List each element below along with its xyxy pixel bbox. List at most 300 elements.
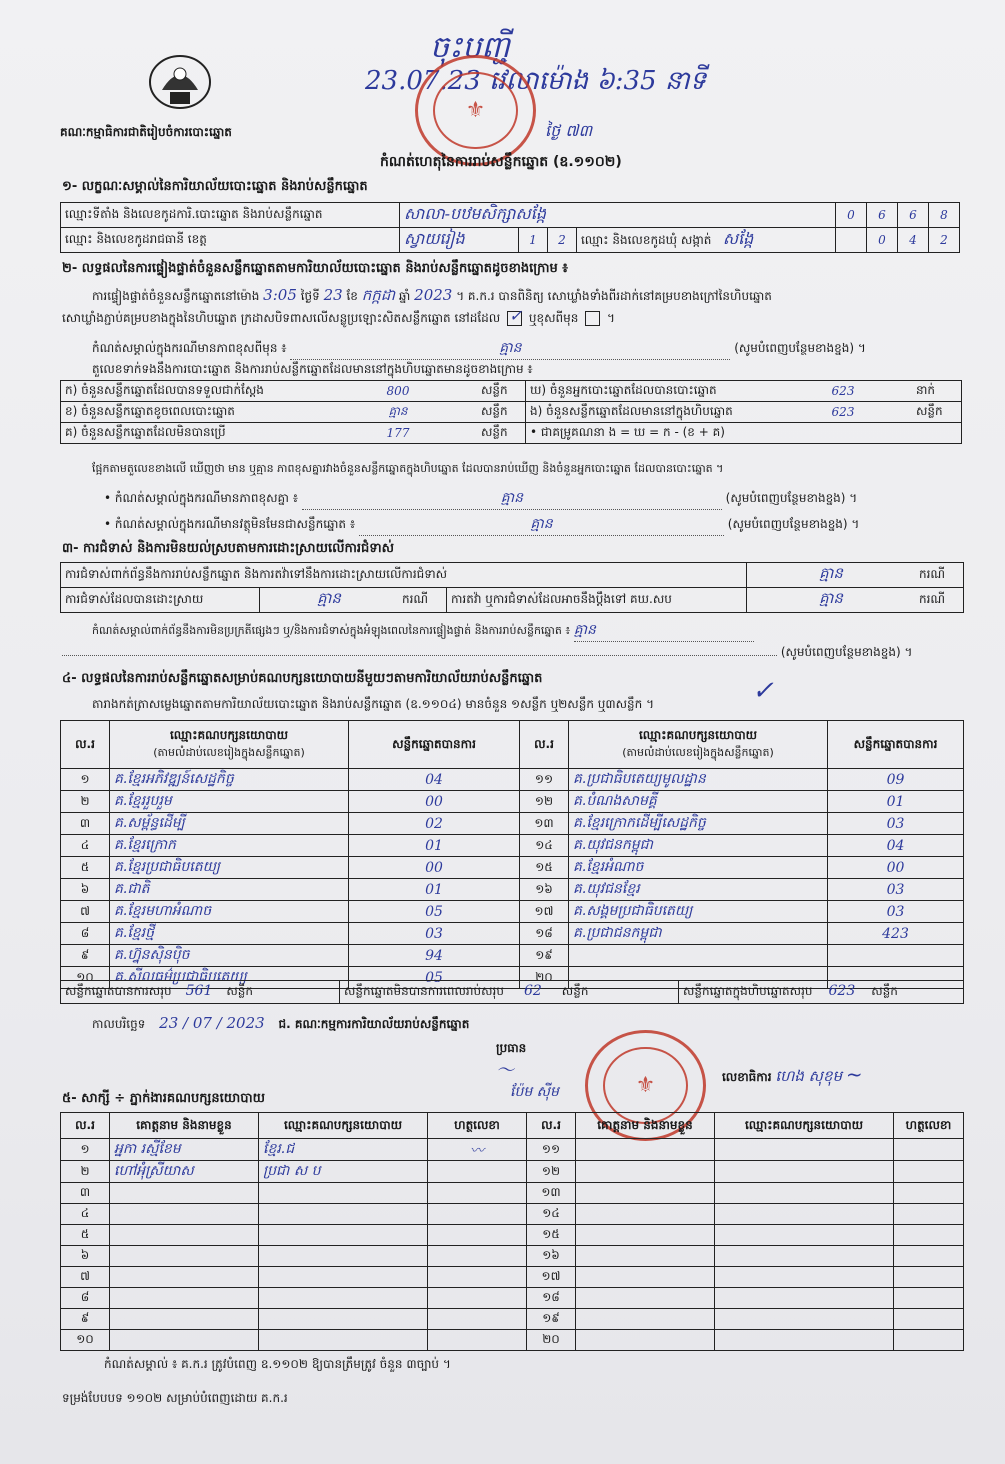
commune-label: ឈ្មោះ និងលេខកូដឃុំ សង្កាត់	[581, 233, 712, 247]
witness-name[interactable]	[576, 1225, 715, 1246]
witness-row	[61, 1225, 964, 1246]
party-name: គ.ខ្មែរអភិវឌ្ឍន៍សេដ្ឋកិច្ច	[110, 769, 349, 791]
section4-title: ៤- លទ្ធផលនៃការរាប់សន្លឹកឆ្នោតសម្រាប់គណបក្សនយោបាយនីមួយៗតាមការិយាល័យរាប់សន្លឹកឆ្នោត	[62, 671, 543, 686]
party-number: ១៦	[520, 879, 569, 901]
party-number: ១១	[520, 769, 569, 791]
witness-name: អ្នកា រស្មីខែម	[110, 1139, 259, 1161]
bullet2-field[interactable]	[359, 514, 724, 536]
witness-name	[110, 1225, 259, 1246]
witness-party	[259, 1246, 428, 1267]
total-valid-label: សន្លឹកឆ្នោតបានការសរុប	[65, 984, 172, 998]
witness-party	[259, 1288, 428, 1309]
witness-number: ២០	[527, 1330, 576, 1351]
witness-party	[259, 1309, 428, 1330]
votes-totals	[60, 980, 964, 1004]
figure-unit: សន្លឹក	[477, 423, 526, 444]
witness-signature[interactable]	[894, 1183, 964, 1204]
party-number: ៣	[61, 813, 110, 835]
party-votes: 05	[349, 901, 520, 923]
witness-party[interactable]	[715, 1161, 894, 1183]
witness-number: ១៧	[527, 1267, 576, 1288]
witness-party[interactable]	[715, 1204, 894, 1225]
votes-row	[61, 857, 964, 879]
votes-col-no: ល.រ	[520, 721, 569, 769]
witness-number: ៧	[61, 1267, 110, 1288]
votes-col-no: ល.រ	[61, 721, 110, 769]
witness-party	[259, 1183, 428, 1204]
objection-row2-label2: ការតវ៉ា ឬការជំទាស់ដែលអាចនឹងប្តឹងទៅ គឃ.សប	[447, 588, 747, 613]
votes-row	[61, 769, 964, 791]
party-number: ៦	[61, 879, 110, 901]
witness-row	[61, 1288, 964, 1309]
witness-row	[61, 1183, 964, 1204]
bullet1-label: • កំណត់សម្គាល់ក្នុងករណីមានភាពខុសគ្នា ៖	[104, 491, 299, 505]
objection-row1-value: គ្មាន	[747, 563, 916, 588]
party-number: ៧	[61, 901, 110, 923]
figure-unit: នាក់	[912, 381, 962, 402]
party-name: គ.ខ្មែរប្រជាធិបតេយ្យ	[110, 857, 349, 879]
total-invalid-unit: សន្លឹក	[561, 984, 589, 998]
total-invalid-label: សន្លឹកឆ្នោតមិនបានការពេលរាប់សរុប	[344, 984, 504, 998]
witness-party	[259, 1330, 428, 1351]
witness-signature[interactable]	[894, 1139, 964, 1161]
party-votes: 02	[349, 813, 520, 835]
bullet1-field[interactable]	[302, 488, 722, 510]
witness-name[interactable]	[576, 1309, 715, 1330]
witness-party[interactable]	[715, 1330, 894, 1351]
same-checkbox[interactable]: ✓	[509, 306, 523, 325]
witness-row	[61, 1161, 964, 1183]
commune-code-digit: 2	[929, 228, 960, 253]
handwritten-registration: ចុះបញ្ជី	[430, 30, 510, 65]
objection-row2-unit2: ករណី	[915, 588, 964, 613]
witness-number: ៩	[61, 1309, 110, 1330]
witness-signature[interactable]: 〰	[428, 1139, 527, 1161]
objection-row1-unit: ករណី	[915, 563, 964, 588]
section2-title: ២- លទ្ធផលនៃការផ្ទៀងផ្ទាត់ចំនួនសន្លឹកឆ្នោតតាមការិយាល័យបោះឆ្នោត និងរាប់សន្លឹកឆ្នោតដូចខាងក្រោម ៖	[62, 261, 568, 276]
witness-col-party: ឈ្មោះគណបក្សនយោបាយ	[259, 1113, 428, 1139]
witness-signature[interactable]	[428, 1267, 527, 1288]
witness-number: ១៩	[527, 1309, 576, 1330]
committee-name: គណៈកម្មាធិការជាតិរៀបចំការបោះឆ្នោត	[60, 125, 232, 139]
total-valid-cell	[61, 981, 340, 1004]
section4-intro: តារាងកត់ត្រាសម្លេងឆ្នោតតាមការិយាល័យបោះឆ្នោត និងរាប់សន្លឹកឆ្នោត (ឧ.១១០៤) មានចំនួន ១សន្លឹក ឬ២សន្លឹក ឬ៣សន្លឹក ។	[92, 697, 655, 711]
figures-row	[61, 423, 962, 444]
witness-number: ២	[61, 1161, 110, 1183]
witness-party	[259, 1204, 428, 1225]
handwritten-note: ថ្ងៃ ៧៣	[545, 121, 593, 140]
bullet1-value: គ្មាន	[500, 490, 523, 506]
verification-time-label: ការផ្ទៀងផ្ទាត់ចំនួនសន្លឹកឆ្នោតនៅម៉ោង	[92, 289, 260, 303]
figure-label: ខ) ចំនួនសន្លឹកឆ្នោតខូចពេលបោះឆ្នោត	[61, 402, 320, 423]
official-seal-icon: ⚜	[415, 55, 536, 166]
section3-title: ៣- ការជំទាស់ និងការមិនយល់ស្របតាមការដោះស្រាយលើការជំទាស់	[62, 541, 394, 556]
verification-time: 3:05	[263, 286, 297, 304]
witness-signature[interactable]	[894, 1330, 964, 1351]
witness-party[interactable]	[715, 1139, 894, 1161]
witness-row	[61, 1246, 964, 1267]
party-votes: 03	[349, 923, 520, 945]
party-name: គ.ខ្មែរអំណាច	[569, 857, 828, 879]
nec-emblem-icon	[140, 50, 220, 120]
objection-row2-value: គ្មាន	[260, 588, 399, 613]
witness-party[interactable]	[715, 1246, 894, 1267]
witness-number: ១១	[527, 1139, 576, 1161]
location-code-digit: 8	[929, 203, 960, 228]
figure-value: 177	[319, 423, 477, 444]
party-votes: 423	[828, 923, 964, 945]
objection-row2-label: ការជំទាស់ដែលបានដោះស្រាយ	[61, 588, 260, 613]
secretary-name: ហេង សុខុម	[775, 1067, 843, 1085]
party-votes: 03	[828, 879, 964, 901]
witness-name	[110, 1330, 259, 1351]
party-name: គ.យុវជនខ្មែរ	[569, 879, 828, 901]
witness-table	[60, 1112, 964, 1351]
figure-value: 623	[774, 402, 912, 423]
witness-name: ហៅអុំស្រីយាស	[110, 1161, 259, 1183]
section1-title: ១- លក្ខណៈសម្គាល់នៃការិយាល័យបោះឆ្នោត និងរាប់សន្លឹកឆ្នោត	[62, 179, 368, 194]
party-name: គ.សង្គមប្រជាធិបតេយ្យ	[569, 901, 828, 923]
witness-name[interactable]	[576, 1330, 715, 1351]
verification-year-label: ឆ្នាំ	[398, 289, 411, 303]
party-name: គ.ខ្មែររួបរួម	[110, 791, 349, 813]
figure-unit: សន្លឹក	[477, 402, 526, 423]
party-name: គ.ប្រជាធិបតេយ្យមូលដ្ឋាន	[569, 769, 828, 791]
objection-row2-value2: គ្មាន	[747, 588, 916, 613]
bullet2-suffix: (សូមបំពេញបន្ថែមខាងខ្នង) ។	[727, 517, 860, 531]
figure-unit: សន្លឹក	[477, 381, 526, 402]
party-votes: 03	[828, 813, 964, 835]
bullet2-line	[104, 514, 859, 536]
party-votes: 01	[828, 791, 964, 813]
form-title: កំណត់ហេតុនៃការរាប់សន្លឹកឆ្នោត (ឧ.១១០២)	[380, 154, 622, 170]
date-line	[92, 1014, 469, 1034]
witness-number: ៤	[61, 1204, 110, 1225]
section1-table	[60, 202, 960, 253]
bullet2-label: • កំណត់សម្គាល់ក្នុងករណីមានវត្ថុមិនមែនជាសន្លឹកឆ្នោត ៖	[104, 517, 356, 531]
bullet1-suffix: (សូមបំពេញបន្ថែមខាងខ្នង) ។	[725, 491, 858, 505]
location-label: ឈ្មោះទីតាំង និងលេខកូដការិ.បោះឆ្នោត និងរាប់សន្លឹកឆ្នោត	[61, 203, 400, 228]
irregularity-note-label: កំណត់សម្គាល់ពាក់ព័ន្ធនឹងការមិនប្រក្រតីផ្សេងៗ ឬ/និងការជំទាស់ក្នុងអំឡុងពេលនៃការផ្ទៀងផ្ទាត់ និងការរាប់សន្លឹកឆ្នោត ៖	[92, 624, 571, 637]
party-votes: 09	[828, 769, 964, 791]
votes-col-party-sub: (តាមលំដាប់លេខរៀងក្នុងសន្លឹកឆ្នោត)	[153, 746, 305, 759]
party-number: ១៨	[520, 923, 569, 945]
irregularity-note-field[interactable]	[574, 620, 754, 642]
handwritten-date-time: 23.07.23 វេលាម៉ោង ៦:35 នាទី	[365, 66, 707, 96]
witness-signature[interactable]	[428, 1204, 527, 1225]
party-name: គ.សីលធម៌ប្រជាធិបតេយ្យ	[110, 967, 349, 989]
votes-row	[61, 835, 964, 857]
objections-table	[60, 562, 964, 613]
discrepancy-text: ផ្អែកតាមតួលេខខាងលើ ឃើញថា មាន ឬគ្មាន ភាពខុសគ្នារវាងចំនួនសន្លឹកឆ្នោតក្នុងហិបឆ្នោត ដែលបានរាប់ឃើញ និងចំនួនអ្នកបោះឆ្នោត ដែលបានបោះឆ្នោត ។	[92, 462, 724, 475]
witness-row	[61, 1204, 964, 1225]
party-name: គ.ខ្មែរថ្មី	[110, 923, 349, 945]
province-label: ឈ្មោះ និងលេខកូដរាជធានី ខេត្ត	[61, 228, 400, 253]
date-label: កាលបរិច្ឆេទ	[92, 1017, 146, 1031]
witness-signature[interactable]	[894, 1204, 964, 1225]
discrepancy-line	[92, 462, 723, 478]
verification-line	[92, 286, 772, 308]
chair-name: ប៉ែម ស៊ីម	[510, 1084, 559, 1100]
witness-signature[interactable]	[428, 1225, 527, 1246]
party-name: គ.បំណងសាមគ្គី	[569, 791, 828, 813]
party-name: គ.ហ្វ៊ុនស៊ិនប៉ិច	[110, 945, 349, 967]
figure-unit: សន្លឹក	[912, 402, 962, 423]
bullet1-line	[104, 488, 857, 510]
irregularity-note-suffix: (សូមបំពេញបន្ថែមខាងខ្នង) ។	[780, 645, 913, 659]
figures-intro: តួលេខទាក់ទងនឹងការបោះឆ្នោត និងការរាប់សន្លឹកឆ្នោតដែលមាននៅក្នុងហិបឆ្នោតមានដូចខាងក្រោម ៖	[92, 362, 533, 376]
party-votes: 05	[349, 967, 520, 989]
witness-party[interactable]	[715, 1267, 894, 1288]
votes-row	[61, 791, 964, 813]
figure-label: គ) ចំនួនសន្លឹកឆ្នោតដែលមិនបានប្រើ	[61, 423, 320, 444]
party-votes: 01	[349, 879, 520, 901]
party-number: ៨	[61, 923, 110, 945]
secretary-signature: ~	[845, 1062, 863, 1086]
verification-month: កក្កដា	[361, 286, 396, 304]
party-votes: 03	[828, 901, 964, 923]
irregularity-note-field2[interactable]	[62, 655, 777, 656]
counting-committee: ជ. គណៈកម្មការការិយាល័យរាប់សន្លឹកឆ្នោត	[278, 1017, 470, 1031]
province-code-digit: 1	[519, 228, 548, 253]
irregularity-note-value: គ្មាន	[573, 622, 596, 638]
witness-name	[110, 1309, 259, 1330]
difference-note-field[interactable]	[290, 338, 730, 360]
figure-value: 623	[774, 381, 912, 402]
witness-party	[259, 1267, 428, 1288]
party-number: ១	[61, 769, 110, 791]
witness-name[interactable]	[576, 1204, 715, 1225]
votes-table	[60, 720, 964, 989]
party-number: ១២	[520, 791, 569, 813]
total-box-unit: សន្លឹក	[871, 984, 898, 998]
witness-name	[110, 1204, 259, 1225]
total-valid-value: 561	[185, 983, 213, 999]
party-votes: 00	[828, 857, 964, 879]
votes-row	[61, 879, 964, 901]
witness-name[interactable]	[576, 1161, 715, 1183]
party-number: ២០	[520, 967, 569, 989]
party-name: គ.សម្ព័ន្ធដើម្បី	[110, 813, 349, 835]
party-number: ៥	[61, 857, 110, 879]
witness-col-sign: ហត្ថលេខា	[894, 1113, 964, 1139]
votes-col-party	[110, 721, 349, 769]
party-number: ១៤	[520, 835, 569, 857]
party-name: គ.ជាតិ	[110, 879, 349, 901]
location-value: សាលា-បឋមសិក្សាសង្កែ	[400, 203, 836, 228]
witness-party[interactable]	[715, 1183, 894, 1204]
votes-col-party	[569, 721, 828, 769]
commune-label-and-value	[577, 228, 836, 253]
form-footer: ទម្រង់បែបបទ ១១០២ សម្រាប់បំពេញដោយ គ.ក.រ	[62, 1391, 288, 1405]
witness-signature[interactable]	[428, 1309, 527, 1330]
difference-note-suffix: (សូមបំពេញបន្ថែមខាងខ្នង) ។	[734, 341, 866, 355]
section5-title: ៥- សាក្សី ÷ ភ្នាក់ងារគណបក្សនយោបាយ	[62, 1091, 265, 1106]
footnote: កំណត់សម្គាល់ ៖ គ.ក.រ ត្រូវបំពេញ ឧ.១១០២ ឱ្យបានត្រឹមត្រូវ ចំនួន ៣ច្បាប់ ។	[104, 1357, 451, 1371]
difference-note-value: គ្មាន	[499, 340, 522, 356]
witness-name	[110, 1288, 259, 1309]
party-votes: 04	[349, 769, 520, 791]
difference-note-label: កំណត់សម្គាល់ក្នុងករណីមានភាពខុសពីមុន ៖	[92, 341, 287, 355]
verification-year: 2023	[414, 286, 453, 304]
witness-signature[interactable]	[428, 1246, 527, 1267]
total-invalid-cell	[340, 981, 679, 1004]
witness-number: ១៨	[527, 1288, 576, 1309]
date-value: 23 / 07 / 2023	[159, 1014, 265, 1032]
witness-name[interactable]	[576, 1246, 715, 1267]
witness-number: ១៣	[527, 1183, 576, 1204]
witness-name[interactable]	[576, 1139, 715, 1161]
commune-code-spacer	[836, 228, 867, 253]
irregularity-note-line2	[62, 644, 912, 662]
seal-condition-text: សោឃ្លាំងភ្ជាប់គម្របខាងក្នុងនៃហិបឆ្នោត ក្រដាសបិទពាសលើសន្លូប្រឡោះសិតសន្លឹកឆ្នោត នៅដដែល	[62, 311, 501, 325]
figure-label: ឃ) ចំនួនអ្នកបោះឆ្នោតដែលបានបោះឆ្នោត	[526, 381, 775, 402]
figure-value: 800	[319, 381, 477, 402]
witness-name[interactable]	[576, 1288, 715, 1309]
witness-number: ១	[61, 1139, 110, 1161]
witness-signature[interactable]	[428, 1161, 527, 1183]
difference-note-line	[92, 338, 866, 360]
votes-col-votes: សន្លឹកឆ្នោតបានការ	[349, 721, 520, 769]
witness-row	[61, 1309, 964, 1330]
party-number: ១៩	[520, 945, 569, 967]
votes-row	[61, 813, 964, 835]
witness-name	[110, 1267, 259, 1288]
witness-signature[interactable]	[894, 1225, 964, 1246]
sheet-count-check-icon: ✓	[752, 676, 774, 706]
total-box-value: 623	[828, 983, 856, 999]
witness-signature[interactable]	[428, 1183, 527, 1204]
location-code-digit: 0	[836, 203, 867, 228]
witness-signature[interactable]	[894, 1288, 964, 1309]
witness-col-no: ល.រ	[527, 1113, 576, 1139]
party-votes: 01	[349, 835, 520, 857]
witness-number: ១៥	[527, 1225, 576, 1246]
province-code-digit: 2	[548, 228, 577, 253]
witness-col-no: ល.រ	[61, 1113, 110, 1139]
objection-row1-label: ការជំទាស់ពាក់ព័ន្ធនឹងការរាប់សន្លឹកឆ្នោត និងការតវ៉ាទៅនឹងការដោះស្រាយលើការជំទាស់	[61, 563, 747, 588]
party-name: គ.ខ្មែរក្រោកដើម្បីសេដ្ឋកិច្ច	[569, 813, 828, 835]
official-seal-icon: ⚜	[585, 1030, 706, 1141]
witness-col-sign: ហត្ថលេខា	[428, 1113, 527, 1139]
witness-party: ខ្មែរ.ជ	[259, 1139, 428, 1161]
witness-col-name: គោត្តនាម និងនាមខ្លួន	[110, 1113, 259, 1139]
objection-row2-unit: ករណី	[398, 588, 447, 613]
witness-number: ៣	[61, 1183, 110, 1204]
witness-party[interactable]	[715, 1225, 894, 1246]
total-valid-unit: សន្លឹក	[226, 984, 254, 998]
witness-row	[61, 1267, 964, 1288]
total-box-cell	[679, 981, 964, 1004]
party-name: គ.ខ្មែរមហាអំណាច	[110, 901, 349, 923]
party-votes: 00	[349, 857, 520, 879]
witness-party	[259, 1225, 428, 1246]
witness-number: ១២	[527, 1161, 576, 1183]
witness-signature[interactable]	[894, 1309, 964, 1330]
party-name: គ.ប្រជាជនកម្ពុជា	[569, 923, 828, 945]
witness-number: ៦	[61, 1246, 110, 1267]
party-number: ៩	[61, 945, 110, 967]
witness-name	[110, 1246, 259, 1267]
commune-code-digit: 4	[898, 228, 929, 253]
total-invalid-value: 62	[523, 983, 542, 999]
witness-signature[interactable]	[894, 1161, 964, 1183]
changed-checkbox[interactable]	[585, 311, 600, 326]
votes-row	[61, 923, 964, 945]
party-votes: 94	[349, 945, 520, 967]
votes-row	[61, 945, 964, 967]
votes-col-votes: សន្លឹកឆ្នោតបានការ	[828, 721, 964, 769]
votes-col-party-title: ឈ្មោះគណបក្សនយោបាយ	[638, 728, 758, 742]
secretary-line	[722, 1062, 863, 1089]
total-box-label: សន្លឹកឆ្នោតក្នុងហិបឆ្នោតសរុប	[683, 984, 813, 998]
commune-code-digit: 0	[867, 228, 898, 253]
witness-party[interactable]	[715, 1309, 894, 1330]
party-votes	[828, 945, 964, 967]
witness-signature[interactable]	[428, 1330, 527, 1351]
figures-row	[61, 402, 962, 423]
party-number: ១៧	[520, 901, 569, 923]
figure-label: ក) ចំនួនសន្លឹកឆ្នោតដែលបានទទួលជាក់ស្តែង	[61, 381, 320, 402]
witness-row	[61, 1139, 964, 1161]
party-votes: 00	[349, 791, 520, 813]
chair-signature: 〜	[496, 1060, 514, 1081]
witness-name	[110, 1183, 259, 1204]
location-code-digit: 6	[898, 203, 929, 228]
party-name: គ.ខ្មែរក្រោក	[110, 835, 349, 857]
verification-month-label: ខែ	[346, 289, 358, 303]
figures-row	[61, 381, 962, 402]
irregularity-note-line	[92, 620, 754, 642]
witness-number: ៥	[61, 1225, 110, 1246]
seal-condition-line: សោឃ្លាំងភ្ជាប់គម្របខាងក្នុងនៃហិបឆ្នោត ក្រដាសបិទពាសលើសន្លូប្រឡោះសិតសន្លឹកឆ្នោត នៅដដែល ✓ ឬខុសពីមុន ។	[62, 306, 615, 325]
votes-col-party-sub: (តាមលំដាប់លេខរៀងក្នុងសន្លឹកឆ្នោត)	[622, 746, 774, 759]
secretary-label: លេខាធិការ	[722, 1070, 772, 1084]
party-number: ២	[61, 791, 110, 813]
witness-row	[61, 1330, 964, 1351]
formula-note: • ជាគម្រូគណនា ង = ឃ = ក - (ខ + គ)	[526, 423, 962, 444]
changed-label: ឬខុសពីមុន	[528, 311, 579, 325]
figure-value: គ្មាន	[319, 402, 477, 423]
witness-signature[interactable]	[894, 1246, 964, 1267]
witness-number: ៨	[61, 1288, 110, 1309]
witness-name[interactable]	[576, 1267, 715, 1288]
party-number: ៤	[61, 835, 110, 857]
location-code-digit: 6	[867, 203, 898, 228]
votes-row	[61, 901, 964, 923]
party-votes: 04	[828, 835, 964, 857]
votes-col-party-title: ឈ្មោះគណបក្សនយោបាយ	[169, 728, 289, 742]
figure-label: ង) ចំនួនសន្លឹកឆ្នោតដែលមាននៅក្នុងហិបឆ្នោត	[526, 402, 775, 423]
figures-table	[60, 380, 962, 444]
verification-text: ។ គ.ក.រ បានពិនិត្យ សោឃ្លាំងទាំងពីរដាក់នៅគម្របខាងក្រៅនៃហិបឆ្នោត	[456, 289, 772, 303]
verification-day: 23	[323, 286, 343, 304]
witness-number: ១៦	[527, 1246, 576, 1267]
witness-signature[interactable]	[428, 1288, 527, 1309]
witness-signature[interactable]	[894, 1267, 964, 1288]
party-name: គ.យុវជនកម្ពុជា	[569, 835, 828, 857]
party-number: ១៣	[520, 813, 569, 835]
province-value: ស្វាយរៀង	[400, 228, 519, 253]
party-number: ១០	[61, 967, 110, 989]
witness-name[interactable]	[576, 1183, 715, 1204]
witness-number: ១០	[61, 1330, 110, 1351]
bullet2-value: គ្មាន	[530, 516, 553, 532]
witness-party: ប្រជា ស ប	[259, 1161, 428, 1183]
chair-label: ប្រធាន	[496, 1041, 527, 1055]
witness-party[interactable]	[715, 1288, 894, 1309]
witness-number: ១៤	[527, 1204, 576, 1225]
